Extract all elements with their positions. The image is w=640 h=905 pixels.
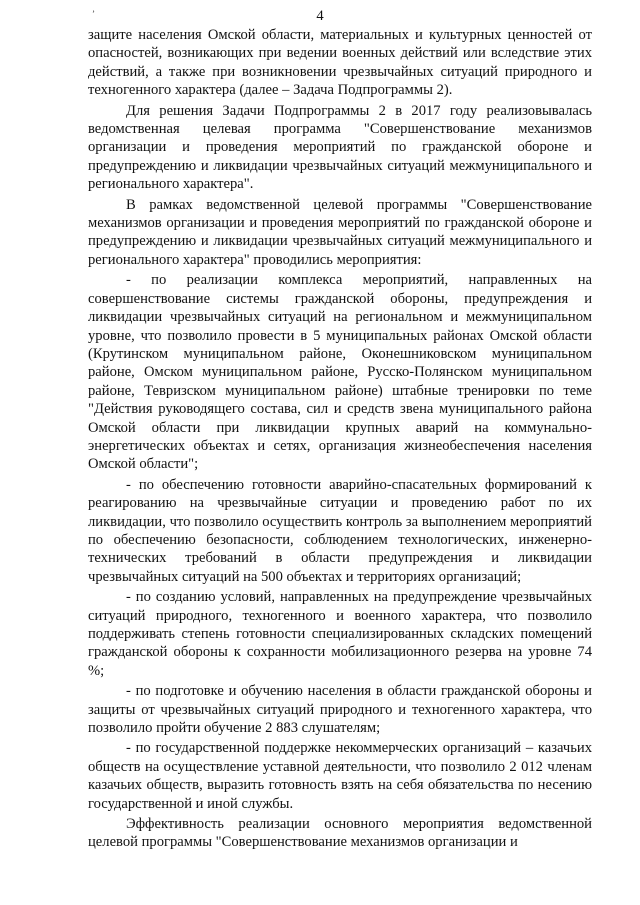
list-item-rescue-readiness: - по обеспечению готовности аварийно-спасательных формирований к реагированию на чрезвычайные ситуации и проведению работ по их ликвидации, что позволило осуществить контроль за выполнением мероприятий по обеспечению безопасности, соблюдением технологических, инженерно-технических требований в области предупреждения и ликвидации чрезвычайных ситуаций на 500 объектах и территориях организаций; [88, 476, 592, 585]
paragraph-program-intro: Для решения Задачи Подпрограммы 2 в 2017 году реализовывалась ведомственная целевая программа "Совершенствование механизмов организации и проведения мероприятий по гражданской обороне и предупреждению и ликвидации чрезвычайных ситуаций межмуниципального и регионального характера". [88, 102, 592, 193]
paragraph-activities-intro: В рамках ведомственной целевой программы "Совершенствование механизмов организации и проведения мероприятий по гражданской обороне и предупреждению и ликвидации чрезвычайных ситуаций межмуниципального и регионального характера" проводились мероприятия: [88, 196, 592, 268]
list-item-population-training: - по подготовке и обучению населения в области гражданской обороны и защиты от чрезвычайных ситуаций природного и техногенного характера, что позволило пройти обучение 2 883 слушателям; [88, 683, 592, 737]
paragraph-effectiveness: Эффективность реализации основного мероприятия ведомственной целевой программы "Совершенствование механизмов организации и [88, 816, 592, 851]
list-item-civil-defense-system: - по реализации комплекса мероприятий, направленных на совершенствование системы гражданской обороны, предупреждения и ликвидации чрезвычайных ситуаций на региональном и межмуниципальном уровне, что позволило провести в 5 муниципальных районах Омской области (Крутинском муниципальном районе, Оконешниковском муниципальном районе, Омском муниципальном районе, Русско-Полянском муниципальном районе, Тевризском муниципальном районе) штабные тренировки по теме "Действия руководящего состава, сил и средств звена муниципального района Омской области при ликвидации крупных аварий на коммунально-энергетических объектах и сетях, организация жизнеобеспечения населения Омской области"; [88, 272, 592, 473]
list-item-emergency-prevention: - по созданию условий, направленных на предупреждение чрезвычайных ситуаций природного, техногенного и военного характера, что позволило поддерживать степень готовности специализированных складских помещений гражданской обороны к сохранности мобилизационного резерва на уровне 74 %; [88, 589, 592, 679]
document-body [88, 26, 592, 854]
scan-mark: ’ [92, 9, 95, 19]
list-item-cossack-societies: - по государственной поддержке некоммерческих организаций – казачьих обществ на осуществление уставной деятельности, что позволило 2 012 членам казачьих обществ, выразить готовность взять на себя обязательства по несению государственной и иной службы. [88, 740, 592, 812]
paragraph-continuation: защите населения Омской области, материальных и культурных ценностей от опасностей, возникающих при ведении военных действий или вследствие этих действий, а также при возникновении чрезвычайных ситуаций природного и техногенного характера (далее – Задача Подпрограммы 2). [88, 27, 592, 99]
page-number: 4 [316, 8, 324, 24]
